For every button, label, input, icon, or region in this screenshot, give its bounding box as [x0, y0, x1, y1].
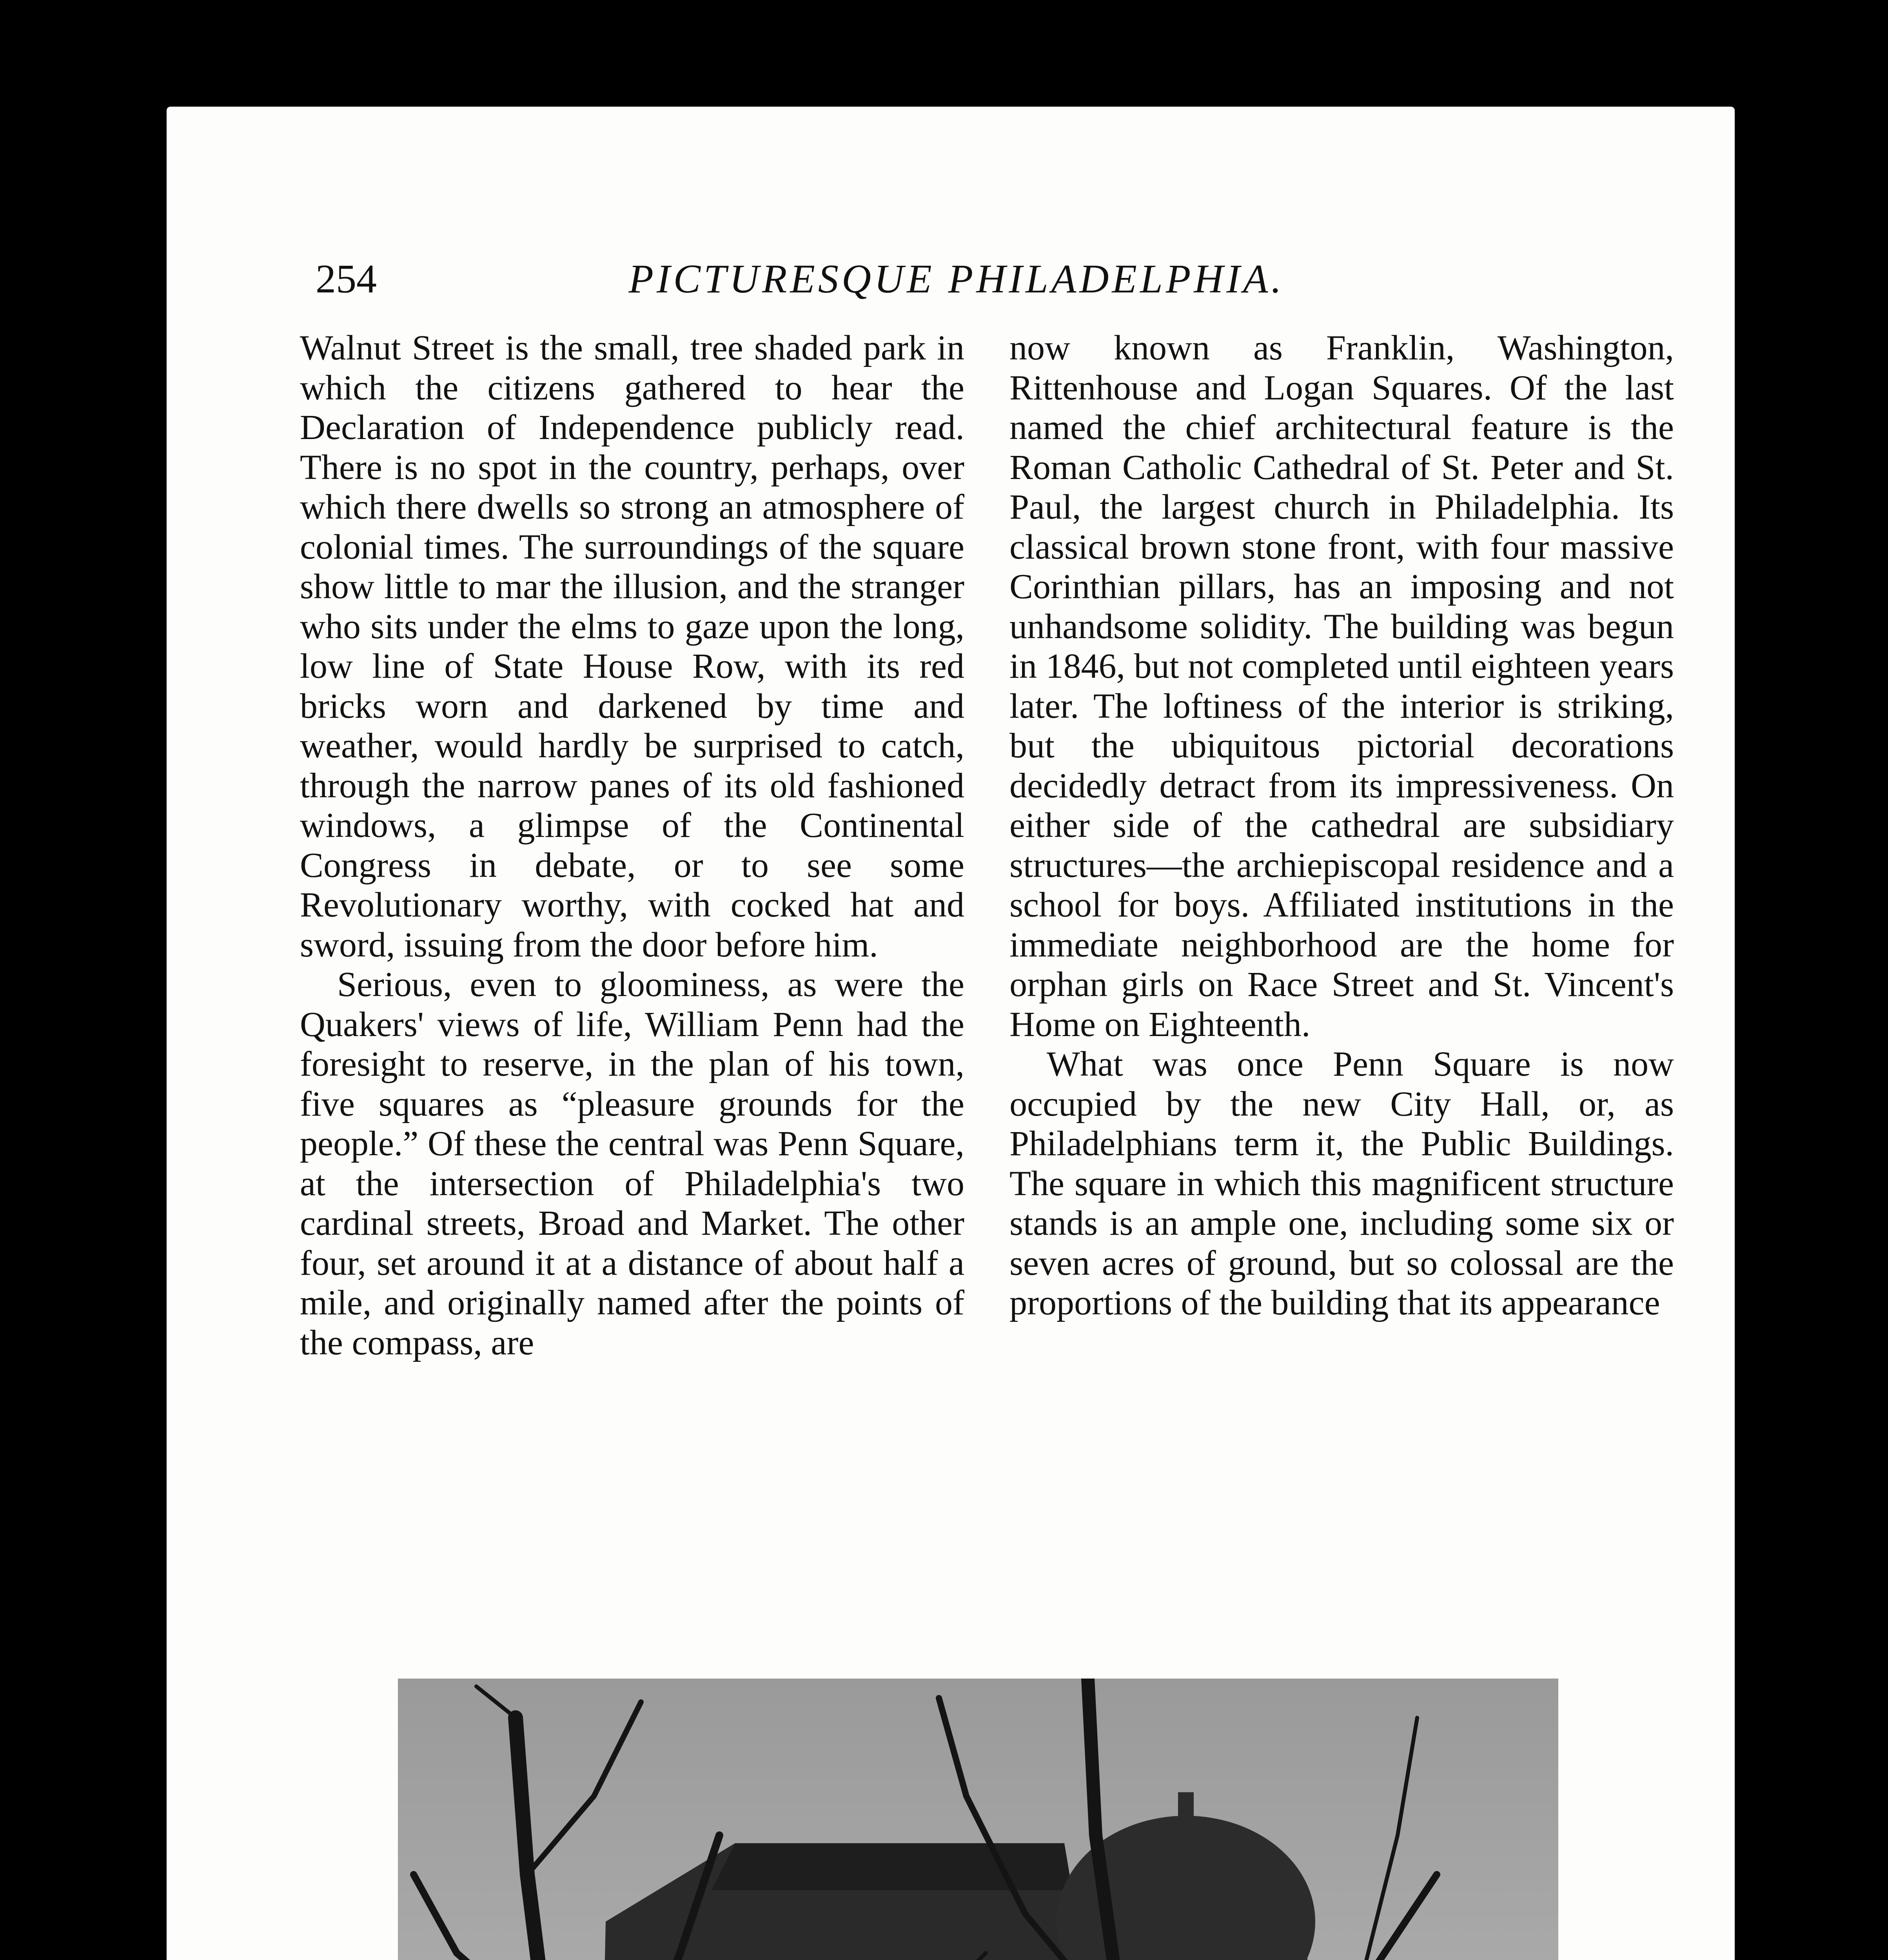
cathedral-photo-image [398, 1679, 1558, 1960]
paragraph: now known as Franklin, Washington, Rittenhouse and Logan Squares. Of the last named the chief architectural feature is the Roman Catholic Cathedral of St. Peter and St. Paul, the largest church in Philadelphia. Its classical brown stone front, with four massive Corinthian pillars, has an imposing and not unhandsome solidity. The building was begun in 1846, but not completed until eighteen years later. The loftiness of the interior is striking, but the ubiquitous pictorial decorations decidedly detract from its impressiveness. On either side of the cathedral are subsidiary structures—the archiepiscopal residence and a school for boys. Affiliated institutions in the immediate neighborhood are the home for orphan girls on Race Street and St. Vincent's Home on Eighteenth. [1009, 328, 1674, 1044]
text-column-left [300, 328, 964, 1363]
page-header [316, 256, 1598, 310]
running-title: PICTURESQUE PHILADELPHIA. [628, 256, 1285, 301]
paragraph: Walnut Street is the small, tree shaded park in which the citizens gathered to hear the Declaration of Independence publicly read. There is no spot in the country, perhaps, over which there dwells so strong an atmosphere of colonial times. The surroundings of the square show little to mar the illusion, and the stranger who sits under the elms to gaze upon the long, low line of State House Row, with its red bricks worn and darkened by time and weather, would hardly be surprised to catch, through the narrow panes of its old fashioned windows, a glimpse of the Continental Congress in debate, or to see some Revolutionary worthy, with cocked hat and sword, issuing from the door before him. [300, 328, 964, 964]
text-column-right [1009, 328, 1674, 1323]
paragraph: Serious, even to gloominess, as were the Quakers' views of life, William Penn had the foresight to reserve, in the plan of his town, five squares as “pleasure grounds for the people.” Of these the central was Penn Square, at the intersection of Philadelphia's two cardinal streets, Broad and Market. The other four, set around it at a distance of about half a mile, and originally named after the points of the compass, are [300, 965, 964, 1362]
book-page [167, 107, 1735, 1960]
paragraph: What was once Penn Square is now occupied by the new City Hall, or, as Philadelphians term it, the Public Buildings. The square in which this magnificent structure stands is an ample one, including some six or seven acres of ground, but so colossal are the proportions of the building that its appearance [1009, 1045, 1674, 1322]
cathedral-photograph [398, 1679, 1558, 1960]
page-number: 254 [316, 256, 377, 301]
